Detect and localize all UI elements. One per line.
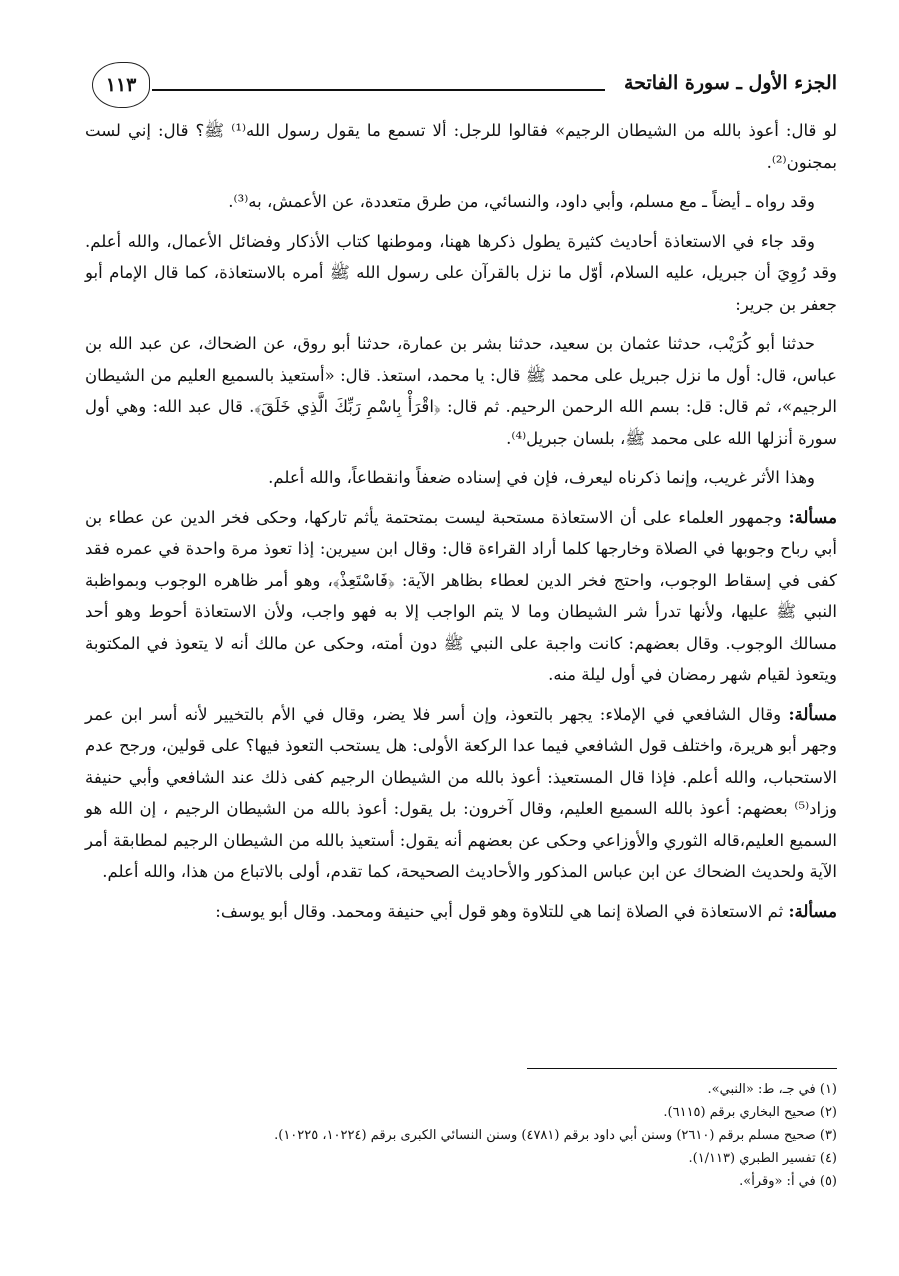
header-rule	[152, 89, 605, 91]
footnote: (٤) تفسير الطبري (١/١١٣).	[688, 1151, 837, 1166]
masala-text: وجمهور العلماء على أن الاستعاذة مستحبة ليست بمتحتمة يأثم تاركها، وحكى فخر الدين عن عطاء بن أبي رباح وجوبها في الصلاة وخارجها كلما أراد القراءة قال: وقال ابن سيرين: إذا تعوذ مرة واحدة في عمره فقد كفى في إسقاط الوجوب، واحتج فخر الدين لعطاء بظاهر الآية: ﴿فَاسْتَعِذْ﴾، وهو أمر ظاهره الوجوب وبمواظبة النبي ﷺ عليها، ولأنها تدرأ شر الشيطان وما لا يتم الواجب إلا به فهو واجب، ولأن الاستعاذة أحوط وهو أحد مسالك الوجوب. وقال بعضهم: كانت واجبة على النبي ﷺ دون أمته، وحكى عن مالك أنه لا يتعوذ في المكتوبة ويتعوذ لقيام شهر رمضان في أول ليلة منه.	[85, 507, 837, 684]
masala-paragraph	[85, 502, 837, 691]
footnote: (١) في جـ، ط: «النبي».	[707, 1082, 837, 1097]
footnote: (٥) في أ: «وقرأ».	[739, 1174, 837, 1189]
masala-label: مسألة:	[788, 507, 837, 527]
paragraph: حدثنا أبو كُرَيْب، حدثنا عثمان بن سعيد، حدثنا بشر بن عمارة، حدثنا أبو روق، عن الضحاك، عن عبد الله بن عباس، قال: أول ما نزل جبريل على محمد ﷺ قال: يا محمد، استعذ. قال: «أستعيذ بالسميع العليم من الشيطان الرجيم»، ثم قال: قل: بسم الله الرحمن الرحيم. ثم قال: ﴿اقْرَأْ بِاسْمِ رَبِّكَ الَّذِي خَلَقَ﴾. قال عبد الله: وهي أول سورة أنزلها الله على محمد ﷺ، بلسان جبريل⁽⁴⁾.	[85, 334, 837, 448]
header-title: الجزء الأول ـ سورة الفاتحة	[624, 72, 837, 94]
masala-paragraph	[85, 699, 837, 888]
paragraph: وهذا الأثر غريب، وإنما ذكرناه ليعرف، فإن في إسناده ضعفاً وانقطاعاً، والله أعلم.	[268, 468, 815, 487]
running-header	[92, 62, 837, 106]
page-number: ١١٣	[92, 62, 150, 108]
footnote: (٢) صحيح البخاري برقم (٦١١٥).	[663, 1105, 837, 1120]
paragraph: لو قال: أعوذ بالله من الشيطان الرجيم» فقالوا للرجل: ألا تسمع ما يقول رسول الله⁽¹⁾ ﷺ؟ قال: إني لست بمجنون⁽²⁾.	[85, 121, 838, 172]
masala-label: مسألة:	[788, 901, 837, 921]
masala-text: ثم الاستعاذة في الصلاة إنما هي للتلاوة وهو قول أبي حنيفة ومحمد. وقال أبو يوسف:	[215, 901, 789, 921]
main-text	[85, 115, 837, 935]
paragraph: وقد جاء في الاستعاذة أحاديث كثيرة يطول ذكرها ههنا، وموطنها كتاب الأذكار وفضائل الأعمال، والله أعلم. وقد رُوِيَ أن جبريل، عليه السلام، أوّل ما نزل بالقرآن على رسول الله ﷺ أمره بالاستعاذة، كما قال الإمام أبو جعفر بن جرير:	[85, 231, 837, 314]
masala-label: مسألة:	[788, 704, 837, 724]
footnote: (٣) صحيح مسلم برقم (٢٦١٠) وسنن أبي داود برقم (٤٧٨١) وسنن النسائي الكبرى برقم (١٠٢٢٤، ١٠٢٢٥).	[274, 1128, 837, 1143]
paragraph: وقد رواه ـ أيضاً ـ مع مسلم، وأبي داود، والنسائي، من طرق متعددة، عن الأعمش، به⁽³⁾.	[228, 192, 815, 211]
masala-paragraph	[85, 896, 837, 928]
footnote-separator	[527, 1068, 837, 1069]
masala-text: وقال الشافعي في الإملاء: يجهر بالتعوذ، وإن أسر فلا يضر، وقال في الأم بالتخيير لأنه أسر ابن عمر وجهر أبو هريرة، واختلف قول الشافعي فيما عدا الركعة الأولى: هل يستحب التعوذ فيها؟ على قولين، ورجح عدم الاستحباب، والله أعلم. فإذا قال المستعيذ: أعوذ بالله من الشيطان الرجيم كفى ذلك عند الشافعي وأبي حنيفة وزاد⁽⁵⁾ بعضهم: أعوذ بالله السميع العليم، وقال آخرون: بل يقول: أعوذ بالله من الشيطان الرجيم ، إن الله هو السميع العليم،قاله الثوري والأوزاعي وحكى عن بعضهم أنه يقول: أستعيذ بالله من الشيطان الرجيم لمطابقة أمر الآية ولحديث الضحاك عن ابن عباس المذكور والأحاديث الصحيحة، كما تقدم، أولى بالاتباع من هذا، والله أعلم.	[85, 704, 837, 881]
footnotes	[85, 1078, 837, 1193]
